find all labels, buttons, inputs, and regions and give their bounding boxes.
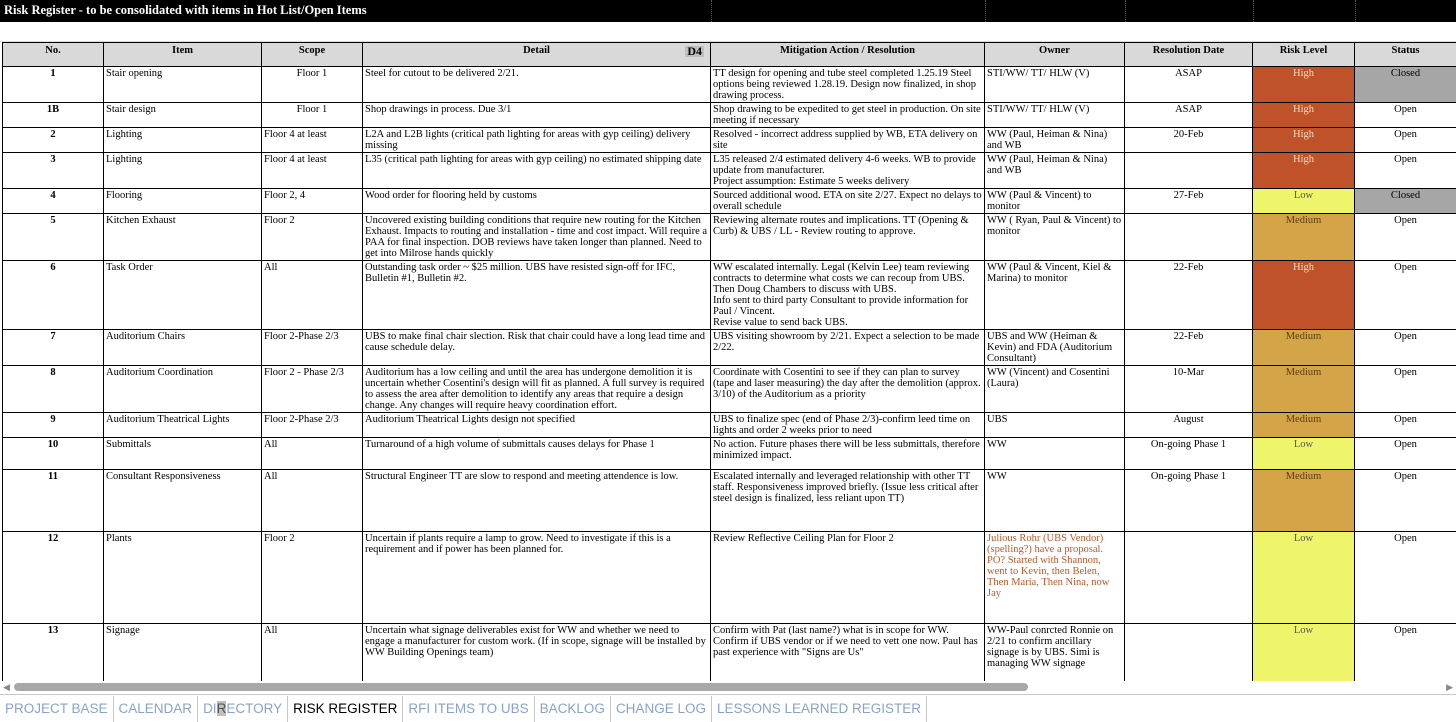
cell-owner[interactable]: WW: [985, 438, 1125, 470]
scroll-left-icon[interactable]: ◀: [3, 682, 10, 692]
cell-status[interactable]: Open: [1355, 366, 1456, 413]
cell-risk-level[interactable]: Low: [1253, 189, 1355, 214]
cell-risk-level[interactable]: Medium: [1253, 366, 1355, 413]
table-row: [3, 189, 1456, 214]
column-divider: [1355, 0, 1356, 22]
cell-scope[interactable]: Floor 1: [262, 103, 363, 128]
cell-status[interactable]: Open: [1355, 330, 1456, 366]
cell-item[interactable]: Plants: [104, 532, 262, 624]
cell-risk-level[interactable]: Medium: [1253, 470, 1355, 532]
cell-item[interactable]: Lighting: [104, 153, 262, 189]
cell-no[interactable]: 7: [3, 330, 104, 366]
cell-resolution-date[interactable]: On-going Phase 1: [1125, 470, 1253, 532]
cell-status[interactable]: Open: [1355, 532, 1456, 624]
cell-owner[interactable]: WW (Paul & Vincent) to monitor: [985, 189, 1125, 214]
header-risk-level[interactable]: Risk Level: [1253, 43, 1355, 67]
cell-risk-level[interactable]: High: [1253, 128, 1355, 153]
table-row: [3, 330, 1456, 366]
cell-owner[interactable]: WW ( Ryan, Paul & Vincent) to monitor: [985, 214, 1125, 261]
cell-no[interactable]: 8: [3, 366, 104, 413]
sheet-title-bar: [0, 0, 1456, 22]
cell-status[interactable]: Open: [1355, 438, 1456, 470]
cell-resolution-date[interactable]: August: [1125, 413, 1253, 438]
cell-status[interactable]: Open: [1355, 103, 1456, 128]
cell-resolution-date[interactable]: 10-Mar: [1125, 366, 1253, 413]
cell-item[interactable]: Lighting: [104, 128, 262, 153]
cell-resolution-date[interactable]: 27-Feb: [1125, 189, 1253, 214]
tab-calendar[interactable]: CALENDAR: [114, 696, 199, 722]
cell-owner[interactable]: UBS and WW (Heiman & Kevin) and FDA (Auditorium Consultant): [985, 330, 1125, 366]
cell-owner[interactable]: WW (Paul & Vincent, Kiel & Marina) to monitor: [985, 261, 1125, 330]
empty-row[interactable]: [0, 22, 1456, 42]
tab-project-base[interactable]: PROJECT BASE: [0, 696, 114, 722]
table-row: [3, 214, 1456, 261]
cell-mitigation[interactable]: Shop drawing to be expedited to get steel in production. On site meeting if necessary: [711, 103, 985, 128]
cell-detail[interactable]: Turnaround of a high volume of submittals causes delays for Phase 1: [363, 438, 711, 470]
table-row: [3, 470, 1456, 532]
cell-mitigation[interactable]: Review Reflective Ceiling Plan for Floor 2: [711, 532, 985, 624]
cell-scope[interactable]: All: [262, 261, 363, 330]
cell-detail[interactable]: Shop drawings in process. Due 3/1: [363, 103, 711, 128]
tab-risk-register[interactable]: RISK REGISTER: [288, 696, 403, 722]
cell-mitigation[interactable]: Escalated internally and leveraged relationship with other TT staff. Responsiveness improved briefly. (Issue less critical after steel design is finalized, less reliant upon TT): [711, 470, 985, 532]
tab-rfi-items-to-ubs[interactable]: RFI ITEMS TO UBS: [403, 696, 534, 722]
cell-no[interactable]: 5: [3, 214, 104, 261]
cell-detail[interactable]: L35 (critical path lighting for areas with gyp ceiling) no estimated shipping date: [363, 153, 711, 189]
table-row: [3, 532, 1456, 624]
cell-detail[interactable]: Uncovered existing building conditions that require new routing for the Kitchen Exhaust. Impacts to routing and installation - time and cost impact. Will require a PAA for final inspection. DOB reviews have taken longer than planned. Need to get into Milrose hands quickly: [363, 214, 711, 261]
header-row: [3, 43, 1456, 67]
cell-owner[interactable]: UBS: [985, 413, 1125, 438]
column-divider: [1125, 0, 1126, 22]
cell-scope[interactable]: Floor 4 at least: [262, 153, 363, 189]
cell-item[interactable]: Auditorium Theatrical Lights: [104, 413, 262, 438]
header-resolution-date[interactable]: Resolution Date: [1125, 43, 1253, 67]
header-item[interactable]: Item: [104, 43, 262, 67]
cell-risk-level[interactable]: High: [1253, 261, 1355, 330]
cell-owner[interactable]: STI/WW/ TT/ HLW (V): [985, 67, 1125, 103]
cell-no[interactable]: 6: [3, 261, 104, 330]
cell-status[interactable]: Open: [1355, 153, 1456, 189]
cell-status[interactable]: Open: [1355, 624, 1456, 692]
cell-owner[interactable]: WW (Vincent) and Cosentini (Laura): [985, 366, 1125, 413]
sheet-title: Risk Register - to be consolidated with items in Hot List/Open Items: [4, 3, 367, 17]
cell-no[interactable]: 1: [3, 67, 104, 103]
tab-backlog[interactable]: BACKLOG: [535, 696, 611, 722]
cell-no[interactable]: 9: [3, 413, 104, 438]
cell-scope[interactable]: Floor 2: [262, 532, 363, 624]
cell-resolution-date[interactable]: 22-Feb: [1125, 261, 1253, 330]
cell-owner[interactable]: STI/WW/ TT/ HLW (V): [985, 103, 1125, 128]
header-detail-label: Detail: [523, 45, 550, 56]
header-no[interactable]: No.: [3, 43, 104, 67]
cell-owner[interactable]: WW: [985, 470, 1125, 532]
cell-item[interactable]: Stair design: [104, 103, 262, 128]
cell-mitigation[interactable]: WW escalated internally. Legal (Kelvin Lee) team reviewing contracts to determine what costs we can recoup from UBS. Then Doug Chambers to discuss with UBS. Info sent to third party Consultant to provide information for Paul / Vincent. Revise value to send back UBS.: [711, 261, 985, 330]
table-row: [3, 261, 1456, 330]
cell-owner[interactable]: WW (Paul, Heiman & Nina) and WB: [985, 153, 1125, 189]
cell-resolution-date[interactable]: [1125, 214, 1253, 261]
table-row: [3, 103, 1456, 128]
header-mitigation[interactable]: Mitigation Action / Resolution: [711, 43, 985, 67]
cell-detail[interactable]: Uncertain if plants require a lamp to grow. Need to investigate if this is a requirement and if power has been planned for.: [363, 532, 711, 624]
cell-scope[interactable]: Floor 1: [262, 67, 363, 103]
table-row: [3, 67, 1456, 103]
cell-owner[interactable]: WW-Paul conrcted Ronnie on 2/21 to confirm ancillary signage is by UBS. Simi is managing WW signage: [985, 624, 1125, 692]
cell-mitigation[interactable]: UBS to finalize spec (end of Phase 2/3)-confirm leed time on lights and order 2 weeks prior to need: [711, 413, 985, 438]
cell-status[interactable]: Open: [1355, 470, 1456, 532]
cell-owner[interactable]: WW (Paul, Heiman & Nina) and WB: [985, 128, 1125, 153]
cell-detail[interactable]: UBS to make final chair slection. Risk that chair could have a long lead time and cause schedule delay.: [363, 330, 711, 366]
cell-detail[interactable]: Uncertain what signage deliverables exist for WW and whether we need to engage a manufacturer for custom work. (If in scope, signage will be installed by WW Building Openings team): [363, 624, 711, 692]
cell-mitigation[interactable]: L35 released 2/4 estimated delivery 4-6 weeks. WB to provide update from manufacturer. Project assumption: Estimate 5 weeks delivery: [711, 153, 985, 189]
cell-item[interactable]: Stair opening: [104, 67, 262, 103]
cell-status[interactable]: Open: [1355, 214, 1456, 261]
cell-scope[interactable]: Floor 2, 4: [262, 189, 363, 214]
cell-risk-level[interactable]: Low: [1253, 624, 1355, 692]
cell-item[interactable]: Auditorium Coordination: [104, 366, 262, 413]
text-cursor-highlight: R: [216, 700, 227, 716]
cell-risk-level[interactable]: Low: [1253, 532, 1355, 624]
cell-detail[interactable]: Outstanding task order ~ $25 million. UBS have resisted sign-off for IFC, Bulletin #1, Bulletin #2.: [363, 261, 711, 330]
cell-resolution-date[interactable]: [1125, 532, 1253, 624]
cell-scope[interactable]: All: [262, 470, 363, 532]
cell-item[interactable]: Submittals: [104, 438, 262, 470]
cell-resolution-date[interactable]: [1125, 153, 1253, 189]
table-row: [3, 153, 1456, 189]
cell-risk-level[interactable]: High: [1253, 153, 1355, 189]
cell-status[interactable]: Closed: [1355, 189, 1456, 214]
cell-item[interactable]: Signage: [104, 624, 262, 692]
cell-item[interactable]: Consultant Responsiveness: [104, 470, 262, 532]
cell-item[interactable]: Auditorium Chairs: [104, 330, 262, 366]
cell-mitigation[interactable]: No action. Future phases there will be less submittals, therefore minimized impact.: [711, 438, 985, 470]
cell-item[interactable]: Task Order: [104, 261, 262, 330]
cell-mitigation[interactable]: Sourced additional wood. ETA on site 2/27. Expect no delays to overall schedule: [711, 189, 985, 214]
tab-label-part: DI: [203, 700, 217, 716]
scroll-right-icon[interactable]: ▶: [1446, 682, 1453, 692]
cell-no[interactable]: 1B: [3, 103, 104, 128]
tab-lessons-learned-register[interactable]: LESSONS LEARNED REGISTER: [712, 696, 927, 722]
cell-no[interactable]: 4: [3, 189, 104, 214]
header-detail[interactable]: [363, 43, 711, 67]
cell-status[interactable]: Open: [1355, 261, 1456, 330]
cell-mitigation[interactable]: TT design for opening and tube steel completed 1.25.19 Steel options being reviewed 1.28.19. Design now finalized, in shop drawing process.: [711, 67, 985, 103]
cell-resolution-date[interactable]: ASAP: [1125, 103, 1253, 128]
cell-no[interactable]: 13: [3, 624, 104, 692]
risk-register-table: [2, 42, 1456, 692]
sheet-tabs: [0, 694, 1456, 722]
header-owner[interactable]: Owner: [985, 43, 1125, 67]
cell-no[interactable]: 10: [3, 438, 104, 470]
tab-change-log[interactable]: CHANGE LOG: [611, 696, 712, 722]
cell-owner[interactable]: Julious Rohr (UBS Vendor) (spelling?) have a proposal. PO? Started with Shannon, went to Kevin, then Belen, Then Maria, Then Nina, now Jay: [985, 532, 1125, 624]
cell-scope[interactable]: Floor 2-Phase 2/3: [262, 413, 363, 438]
cell-detail[interactable]: Wood order for flooring held by customs: [363, 189, 711, 214]
cell-scope[interactable]: Floor 2 - Phase 2/3: [262, 366, 363, 413]
cell-risk-level[interactable]: High: [1253, 103, 1355, 128]
cell-scope[interactable]: Floor 4 at least: [262, 128, 363, 153]
column-divider: [1253, 0, 1254, 22]
cell-no[interactable]: 12: [3, 532, 104, 624]
cell-mitigation[interactable]: Resolved - incorrect address supplied by WB, ETA delivery on site: [711, 128, 985, 153]
cell-risk-level[interactable]: High: [1253, 67, 1355, 103]
cell-mitigation[interactable]: UBS visiting showroom by 2/21. Expect a selection to be made 2/22.: [711, 330, 985, 366]
active-cell-reference: D4: [687, 44, 702, 58]
cell-resolution-date[interactable]: On-going Phase 1: [1125, 438, 1253, 470]
tab-directory[interactable]: [198, 696, 288, 722]
cell-detail[interactable]: Structural Engineer TT are slow to respond and meeting attendence is low.: [363, 470, 711, 532]
header-scope[interactable]: Scope: [262, 43, 363, 67]
cell-mitigation[interactable]: Reviewing alternate routes and implications. TT (Opening & Curb) & UBS / LL - Review routing to approve.: [711, 214, 985, 261]
scrollbar-thumb[interactable]: [14, 683, 1028, 691]
cell-status[interactable]: Open: [1355, 413, 1456, 438]
table-row: [3, 438, 1456, 470]
cell-resolution-date[interactable]: 20-Feb: [1125, 128, 1253, 153]
cell-resolution-date[interactable]: ASAP: [1125, 67, 1253, 103]
cell-no[interactable]: 2: [3, 128, 104, 153]
cell-scope[interactable]: Floor 2: [262, 214, 363, 261]
cell-mitigation[interactable]: Confirm with Pat (last name?) what is in scope for WW. Confirm if UBS vendor or if we need to vett one now. Paul has past experience with "Signs are Us": [711, 624, 985, 692]
cell-status[interactable]: Open: [1355, 128, 1456, 153]
cell-item[interactable]: Kitchen Exhaust: [104, 214, 262, 261]
cell-detail[interactable]: L2A and L2B lights (critical path lighting for areas with gyp ceiling) delivery missing: [363, 128, 711, 153]
horizontal-scrollbar[interactable]: [0, 681, 1456, 693]
table-row: [3, 366, 1456, 413]
header-status[interactable]: Status: [1355, 43, 1456, 67]
cell-mitigation[interactable]: Coordinate with Cosentini to see if they can plan to survey (tape and laser measuring) the day after the demolition (approx. 3/10) of the Auditorium as a priority: [711, 366, 985, 413]
cell-no[interactable]: 3: [3, 153, 104, 189]
cell-detail[interactable]: Auditorium has a low ceiling and until the area has undergone demolition it is uncertain whether Cosentini's design will fit as planned. A full survey is required to assess the area after demolition to identify any areas that require a design change. Any changes will require heavy coordination effort.: [363, 366, 711, 413]
table-row: [3, 128, 1456, 153]
tab-label-part: ECTORY: [226, 700, 283, 716]
cell-no[interactable]: 11: [3, 470, 104, 532]
cell-item[interactable]: Flooring: [104, 189, 262, 214]
cell-scope[interactable]: All: [262, 624, 363, 692]
column-divider: [985, 0, 986, 22]
cell-risk-level[interactable]: Medium: [1253, 214, 1355, 261]
column-divider: [711, 0, 712, 22]
cell-scope[interactable]: Floor 2-Phase 2/3: [262, 330, 363, 366]
cell-status[interactable]: Closed: [1355, 67, 1456, 103]
cell-detail[interactable]: Auditorium Theatrical Lights design not specified: [363, 413, 711, 438]
cell-risk-level[interactable]: Medium: [1253, 413, 1355, 438]
cell-scope[interactable]: All: [262, 438, 363, 470]
cell-detail[interactable]: Steel for cutout to be delivered 2/21.: [363, 67, 711, 103]
cell-risk-level[interactable]: Medium: [1253, 330, 1355, 366]
cell-risk-level[interactable]: Low: [1253, 438, 1355, 470]
table-row: [3, 413, 1456, 438]
cell-resolution-date[interactable]: 22-Feb: [1125, 330, 1253, 366]
